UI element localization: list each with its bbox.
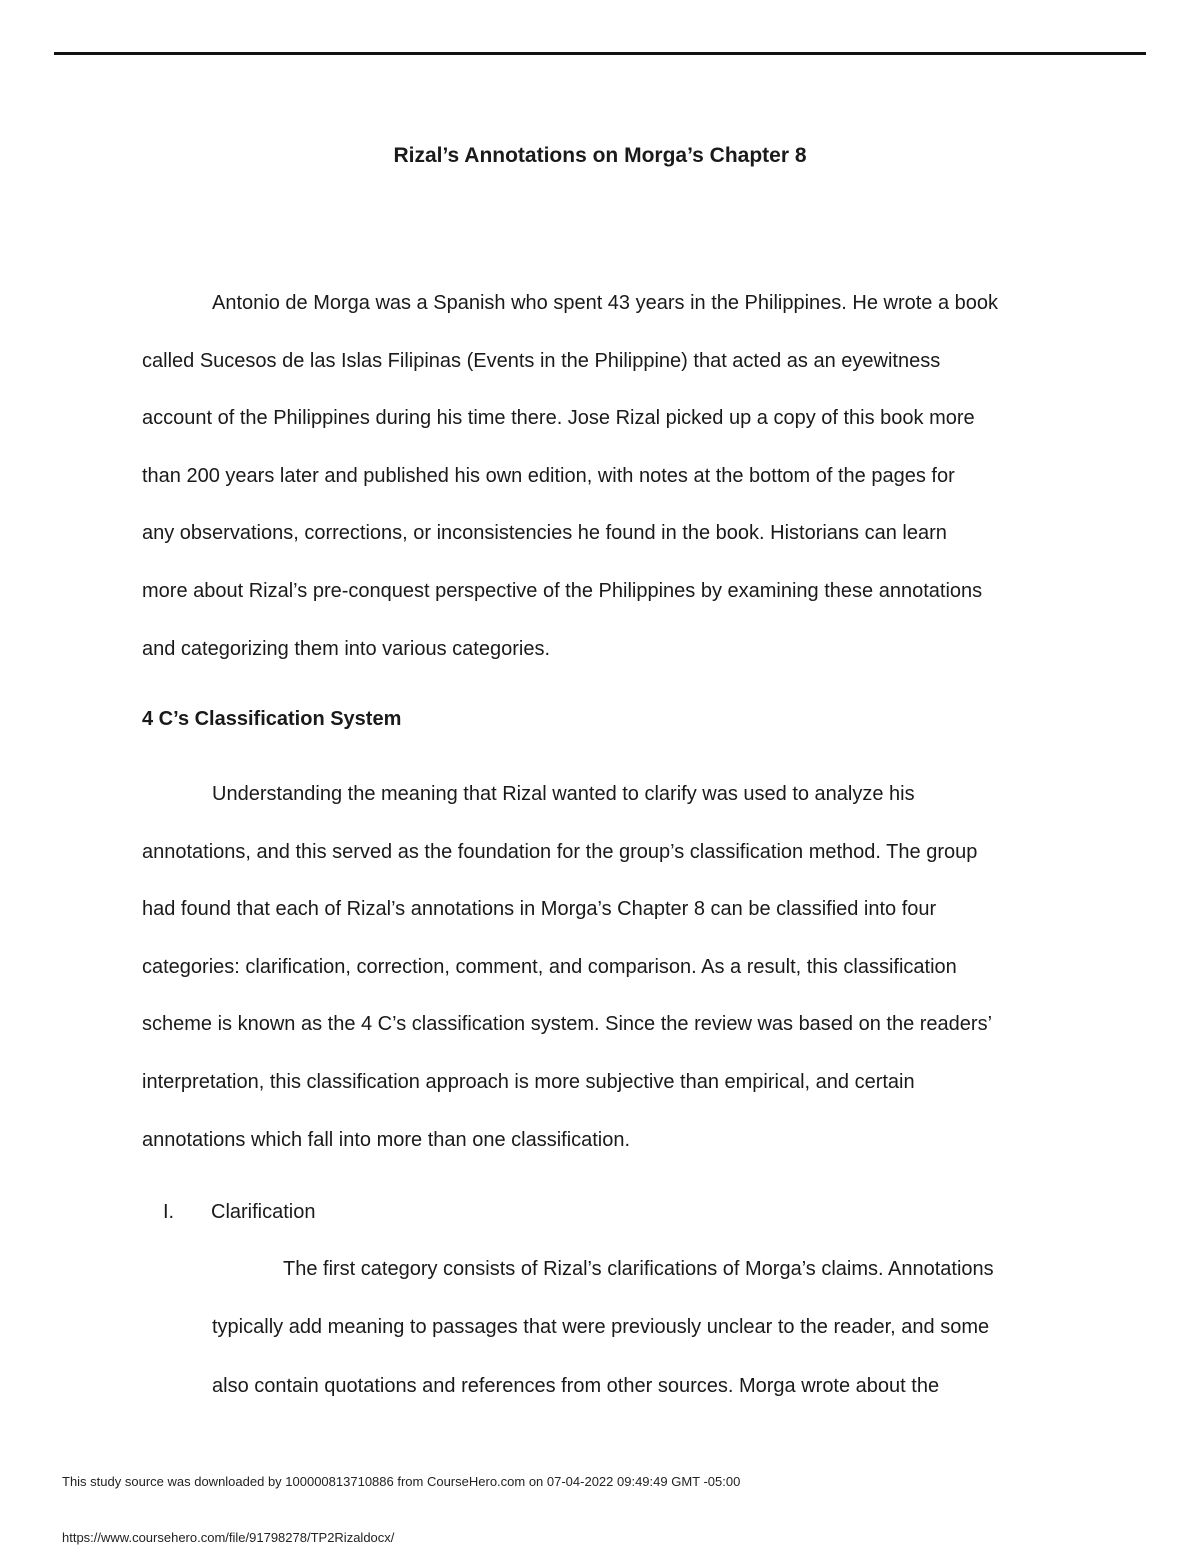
paragraph-line: more about Rizal’s pre-conquest perspective of the Philippines by examining these annotations (142, 579, 983, 602)
paragraph-line: and categorizing them into various categories. (142, 637, 551, 660)
download-source-line: This study source was downloaded by 100000813710886 from CourseHero.com on 07-04-2022 09:49:49 GMT -05:00 (62, 1474, 741, 1489)
paragraph-line: interpretation, this classification approach is more subjective than empirical, and certain (142, 1070, 915, 1093)
paragraph-line: typically add meaning to passages that were previously unclear to the reader, and some (212, 1316, 990, 1339)
classification-paragraph (142, 766, 1062, 1169)
paragraph-line: called Sucesos de las Islas Filipinas (Events in the Philippine) that acted as an eyewitness (142, 349, 941, 372)
paragraph-line: than 200 years later and published his own edition, with notes at the bottom of the pages for (142, 464, 955, 487)
source-url[interactable]: https://www.coursehero.com/file/91798278/TP2Rizaldocx/ (62, 1530, 395, 1545)
paragraph-line: annotations, and this served as the foundation for the group’s classification method. The group (142, 840, 978, 863)
paragraph-line: The first category consists of Rizal’s clarifications of Morga’s claims. Annotations (283, 1258, 994, 1280)
section-heading: 4 C’s Classification System (142, 708, 402, 730)
paragraph-line: account of the Philippines during his time there. Jose Rizal picked up a copy of this book more (142, 407, 975, 430)
paragraph-line: categories: clarification, correction, comment, and comparison. As a result, this classification (142, 955, 957, 978)
paragraph-line: scheme is known as the 4 C’s classification system. Since the review was based on the readers’ (142, 1013, 993, 1036)
paragraph-line: Antonio de Morga was a Spanish who spent 43 years in the Philippines. He wrote a book (212, 292, 999, 314)
intro-paragraph (142, 275, 1062, 678)
list-item-clarification (163, 1197, 315, 1227)
list-label: Clarification (211, 1201, 316, 1223)
paragraph-line: also contain quotations and references from other sources. Morga wrote about the (212, 1374, 940, 1397)
list-number: I. (163, 1201, 175, 1223)
paragraph-line: annotations which fall into more than one classification. (142, 1128, 631, 1151)
paragraph-line: had found that each of Rizal’s annotations in Morga’s Chapter 8 can be classified into four (142, 898, 937, 921)
paragraph-line: Understanding the meaning that Rizal wanted to clarify was used to analyze his (212, 783, 915, 805)
clarification-paragraph (212, 1240, 1072, 1415)
paragraph-line: any observations, corrections, or inconsistencies he found in the book. Historians can learn (142, 522, 947, 545)
top-rule (54, 52, 1146, 55)
document-title: Rizal’s Annotations on Morga’s Chapter 8 (393, 144, 807, 167)
